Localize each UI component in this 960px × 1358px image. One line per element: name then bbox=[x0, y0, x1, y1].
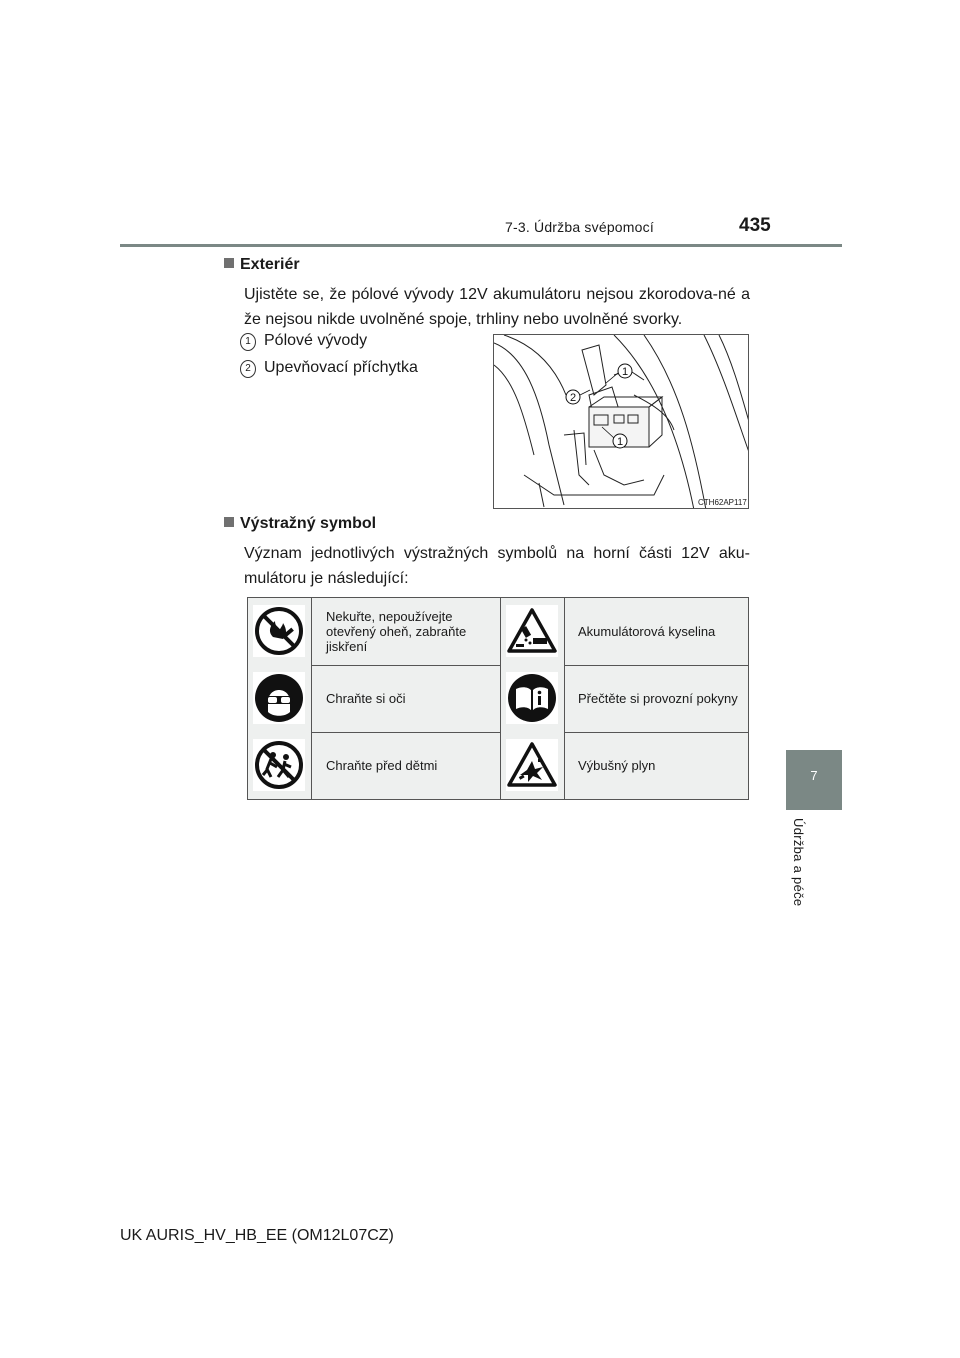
warning-text: Význam jednotlivých výstražných symbolů na horní části 12V aku-mulátoru je následující: bbox=[244, 545, 750, 587]
table-row bbox=[248, 732, 748, 799]
icon-cell bbox=[248, 732, 312, 799]
no-fire-icon bbox=[253, 605, 305, 657]
read-manual-icon bbox=[506, 672, 558, 724]
icon-cell bbox=[500, 598, 565, 665]
warning-symbol-table bbox=[247, 597, 749, 800]
exterior-text: Ujistěte se, že pólové vývody 12V akumulátoru nejsou zkorodova-né a že nejsou nikde uvolněné spoje, trhliny nebo uvolněné svorky. bbox=[244, 286, 750, 328]
figure-code: CTH62AP117 bbox=[698, 498, 747, 507]
symbol-description: Chraňte si oči bbox=[326, 691, 406, 706]
callout-number: 2 bbox=[240, 360, 256, 378]
warning-heading: Výstražný symbol bbox=[224, 515, 376, 533]
battery-acid-icon bbox=[506, 605, 558, 657]
keep-away-children-icon bbox=[253, 739, 305, 791]
explosive-gas-icon bbox=[506, 739, 558, 791]
eye-protection-icon bbox=[253, 672, 305, 724]
icon-cell bbox=[248, 598, 312, 665]
figure-marker: 2 bbox=[569, 392, 577, 404]
table-row bbox=[248, 598, 748, 666]
symbol-description: Výbušný plyn bbox=[578, 758, 656, 773]
callout-label: Upevňovací příchytka bbox=[264, 359, 418, 376]
exterior-heading: Exteriér bbox=[224, 256, 300, 274]
header-rule bbox=[120, 244, 842, 247]
square-bullet-icon bbox=[224, 258, 234, 268]
icon-cell bbox=[500, 732, 565, 799]
square-bullet-icon bbox=[224, 517, 234, 527]
page-number: 435 bbox=[739, 215, 771, 236]
callout-item bbox=[240, 332, 367, 351]
document-footer: UK AURIS_HV_HB_EE (OM12L07CZ) bbox=[120, 1227, 394, 1244]
table-row bbox=[248, 665, 748, 733]
symbol-description: Chraňte před dětmi bbox=[326, 758, 438, 773]
callout-number: 1 bbox=[240, 333, 256, 351]
chapter-label: Údržba a péče bbox=[791, 818, 806, 907]
symbol-description: Akumulátorová kyselina bbox=[578, 624, 716, 639]
symbol-description: Přečtěte si provozní pokyny bbox=[578, 691, 738, 706]
battery-figure bbox=[493, 334, 749, 509]
section-title: 7-3. Údržba svépomocí bbox=[505, 219, 654, 235]
chapter-number: 7 bbox=[810, 768, 818, 783]
symbol-description: Nekuřte, nepoužívejte otevřený oheň, zabraňte jiskření bbox=[326, 609, 467, 654]
figure-marker: 1 bbox=[616, 436, 624, 448]
callout-label: Pólové vývody bbox=[264, 332, 368, 349]
figure-marker: 1 bbox=[621, 366, 629, 378]
icon-cell bbox=[248, 665, 312, 732]
callout-item bbox=[240, 359, 418, 378]
icon-cell bbox=[500, 665, 565, 732]
battery-illustration bbox=[494, 335, 749, 509]
